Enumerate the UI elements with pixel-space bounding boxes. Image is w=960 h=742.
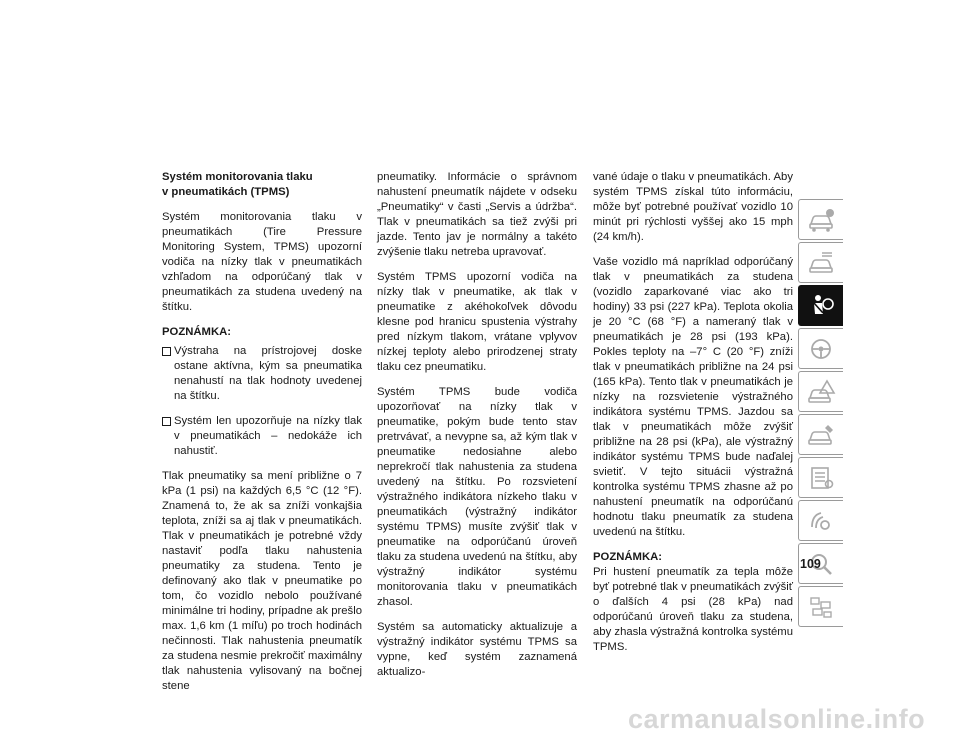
tab-languages[interactable] <box>798 586 843 627</box>
car-warning-icon <box>806 378 836 406</box>
list-item-text: Výstraha na prístrojovej doske ostane aktívna, kým sa pneumatika nenahustí na tlak hodnoty uvedenej na štítku. <box>174 345 362 402</box>
note-title: POZNÁMKA: <box>162 326 232 338</box>
square-bullet-icon <box>162 414 174 459</box>
page-number: 109 <box>800 557 821 571</box>
text-column-2 <box>377 170 577 690</box>
seatbelt-airbag-icon <box>806 292 836 320</box>
tab-car-lights[interactable] <box>798 242 843 283</box>
paragraph: Tlak pneumatiky sa mení približne o 7 kPa (1 psi) na každých 6,5 °C (12 °F). Znamená to, že ak sa zníži vonkajšia teplota, zníži sa aj tlak v pneumatikách. Tlak v pneumatikách je potrebné vždy nastaviť podľa tlaku nahustenia pneumatiky za studena. Tento je definovaný ako tlak v pneumatike po tom, čo vozidlo nebolo používané minimálne tri hodiny, prípadne ak prešlo max. 1,6 km (1 míľu) po troch hodinách nečinnosti. Tlak nahustenia pneumatík za studena nesmie prekročiť maximálny tlak nahustenia vylisovaný na bočnej stene <box>162 470 362 692</box>
heading-line-1: Systém monitorovania tlaku <box>162 171 313 183</box>
text-column-3 <box>593 170 793 665</box>
tab-car-service[interactable] <box>798 414 843 455</box>
car-lights-icon <box>806 249 836 277</box>
paragraph: pneumatiky. Informácie o správnom nahustení pneumatík nájdete v odseku „Pneumatiky“ v časti „Servis a údržba“. Tlak v pneumatikách sa tiež zvýši pri jazde. Tento jav je normálny a takéto zvýšenie tlaku netreba upravovať. <box>377 171 577 258</box>
tab-car-info[interactable] <box>798 199 843 240</box>
tab-seatbelt-airbag[interactable] <box>798 285 843 326</box>
list-item <box>162 344 362 404</box>
list-item-text: Systém len upozorňuje na nízky tlak v pneumatikách – nedokáže ich nahustiť. <box>174 415 362 457</box>
languages-icon <box>806 593 836 621</box>
tab-maintenance-list[interactable] <box>798 457 843 498</box>
maintenance-list-icon <box>806 464 836 492</box>
paragraph: vané údaje o tlaku v pneumatikách. Aby systém TPMS získal túto informáciu, môže byť potrebné používať vozidlo 10 minút pri rýchlosti vyššej ako 15 mph (24 km/h). <box>593 171 793 243</box>
paragraph: Systém TPMS bude vodiča upozorňovať na nízky tlak v pneumatike, pokým bude tento stav pretrvávať, a nevypne sa, až kým tlak v pneumatike nedosiahne alebo neprekročí tlak nahustenia za studena uvedený na štítku. Po rozsvietení výstražného indikátora nízkeho tlaku v pneumatikách (výstražný indikátor systému TPMS) musíte zvýšiť tlak v pneumatike na odporúčanú úroveň tlaku za studena uvedenú na štítku, aby výstražný indikátor systému monitorovania tlaku v pneumatikách zhasol. <box>377 386 577 608</box>
tab-multimedia[interactable] <box>798 500 843 541</box>
paragraph: Systém TPMS upozorní vodiča na nízky tlak v pneumatike, ak tlak v pneumatike z akéhokoľvek dôvodu klesne pod hranicu spustenia výstrahy pred nízkym tlakom, vrátane vplyvov nízkej teploty alebo prirodzenej straty tlaku cez pneumatiku. <box>377 271 577 373</box>
note-title: POZNÁMKA: <box>593 551 663 563</box>
tab-steering-wheel[interactable] <box>798 328 843 369</box>
steering-wheel-icon <box>806 335 836 363</box>
square-bullet-icon <box>162 344 174 404</box>
multimedia-icon <box>806 507 836 535</box>
watermark: carmanualsonline.info <box>628 704 926 734</box>
heading-line-2: v pneumatikách (TPMS) <box>162 186 290 198</box>
car-service-icon <box>806 421 836 449</box>
text-column-1 <box>162 170 362 704</box>
paragraph: Vaše vozidlo má napríklad odporúčaný tlak v pneumatikách za studena (vozidlo zaparkované viac ako tri hodiny) 33 psi (227 kPa). Teplota okolia je 20 °C (68 °F) a nameraný tlak v pneumatikách je 28 psi (193 kPa). Pokles teploty na –7° C (20 °F) zníži tlak v pneumatikách približne na 24 psi (165 kPa). Tento tlak v pneumatikách je nízky na rozsvietenie výstražného indikátora systému TPMS. Jazdou sa tlak v pneumatikách môže zvýšiť približne na 28 psi (kPa), ale výstražný indikátor systému TPMS bude naďalej svietiť. V tejto situácii výstražná kontrolka systému TPMS zhasne až po nahustení pneumatík na odporúčanú hodnotu tlaku pneumatík za studena uvedenú na štítku. <box>593 256 793 538</box>
car-info-icon <box>806 206 836 234</box>
paragraph: Systém monitorovania tlaku v pneumatikách (Tire Pressure Monitoring System, TPMS) upozorní vodiča na nízky tlak v pneumatikách vzhľadom na odporúčaný tlak v pneumatikách za studena uvedený na štítku. <box>162 211 362 313</box>
section-heading <box>162 170 362 200</box>
list-item <box>162 414 362 459</box>
paragraph: Pri hustení pneumatík za tepla môže byť potrebné tlak v pneumatikách zvýšiť o ďalších 4 psi (28 kPa) nad odporúčanú úroveň tlaku za studena, aby zhasla výstražná kontrolka systému TPMS. <box>593 566 793 653</box>
tab-car-warning[interactable] <box>798 371 843 412</box>
paragraph: Systém sa automaticky aktualizuje a výstražný indikátor systému TPMS sa vypne, keď systém zaznamená aktualizo- <box>377 621 577 678</box>
